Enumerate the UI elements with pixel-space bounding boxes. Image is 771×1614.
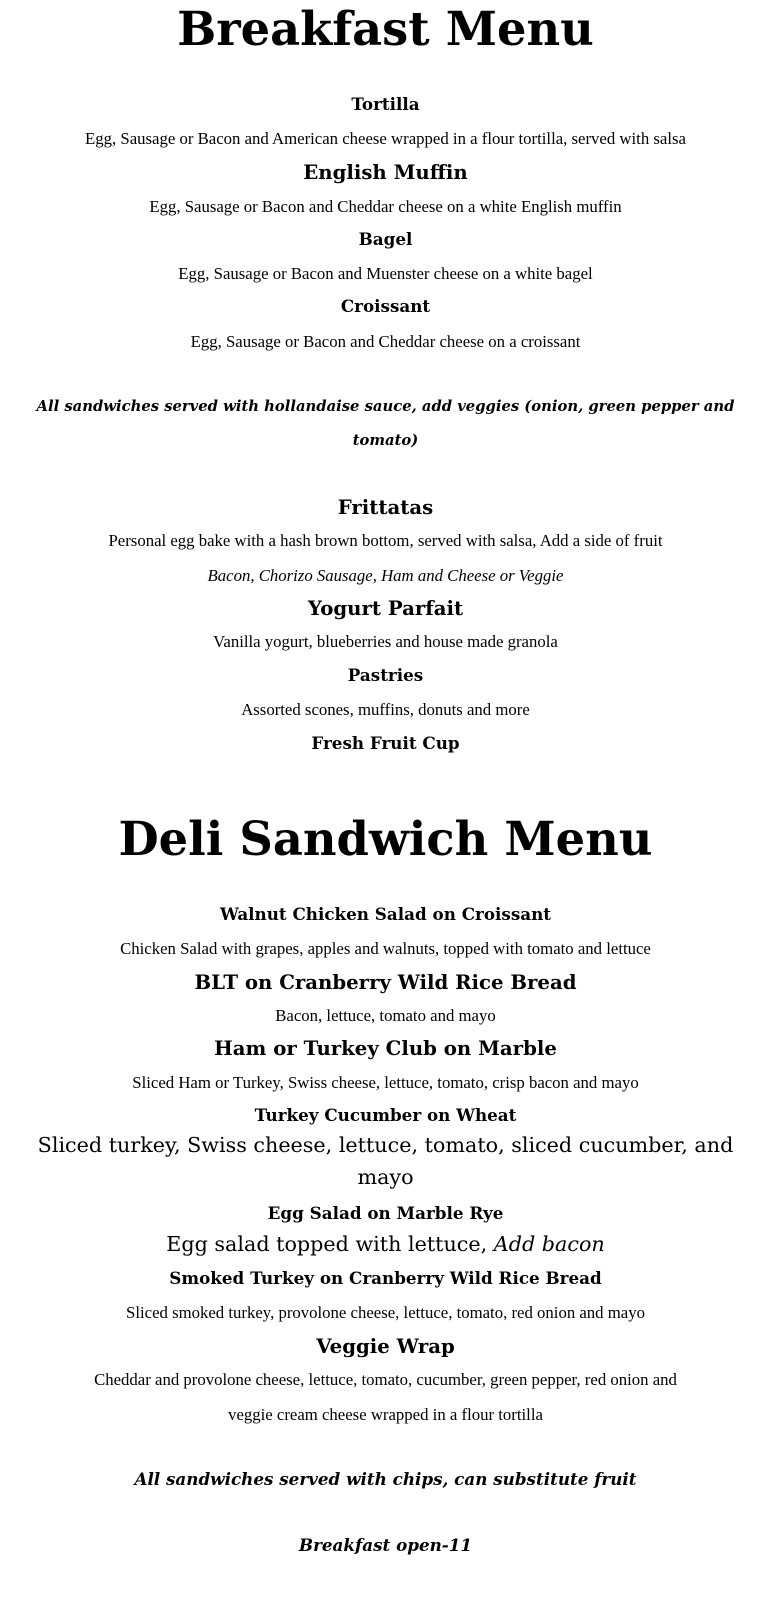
menu-item-name: Walnut Chicken Salad on Croissant	[219, 904, 552, 924]
menu-item-description: Sliced Ham or Turkey, Swiss cheese, lettuce, tomato, crisp bacon and mayo	[132, 1073, 639, 1092]
menu-item-description	[0, 1232, 771, 1256]
egg-salad-description: Egg salad topped with lettuce,	[166, 1232, 494, 1256]
menu-item-description: Chicken Salad with grapes, apples and walnuts, topped with tomato and lettuce	[120, 939, 651, 958]
menu-item-name: Tortilla	[351, 94, 420, 114]
menu-item-name: Frittatas	[337, 495, 434, 519]
menu-item-description: Egg, Sausage or Bacon and Muenster cheese on a white bagel	[178, 264, 593, 283]
menu-item-description-continued: mayo	[357, 1165, 414, 1189]
menu-item-name: BLT on Cranberry Wild Rice Bread	[194, 970, 577, 994]
deli-menu-title: Deli Sandwich Menu	[118, 812, 653, 866]
menu-item-description: Bacon, lettuce, tomato and mayo	[275, 1006, 496, 1025]
frittata-options: Bacon, Chorizo Sausage, Ham and Cheese or Veggie	[207, 566, 564, 585]
menu-item-description: Cheddar and provolone cheese, lettuce, tomato, cucumber, green pepper, red onion and	[94, 1370, 677, 1389]
menu-item-name: Yogurt Parfait	[307, 596, 464, 620]
breakfast-menu-title: Breakfast Menu	[177, 2, 594, 56]
menu-item-description-continued: veggie cream cheese wrapped in a flour tortilla	[228, 1405, 543, 1424]
menu-item-description: Sliced turkey, Swiss cheese, lettuce, tomato, sliced cucumber, and	[37, 1133, 734, 1157]
menu-item-description: Egg, Sausage or Bacon and American cheese wrapped in a flour tortilla, served with salsa	[85, 129, 686, 148]
menu-item-name: Egg Salad on Marble Rye	[267, 1203, 504, 1223]
hollandaise-note-continued: tomato)	[352, 432, 419, 449]
menu-item-name: Ham or Turkey Club on Marble	[214, 1036, 557, 1060]
menu-item-name: Turkey Cucumber on Wheat	[254, 1105, 517, 1125]
menu-item-name: English Muffin	[303, 160, 468, 184]
menu-item-description: Assorted scones, muffins, donuts and more	[241, 700, 530, 719]
add-bacon-option: Add bacon	[493, 1232, 605, 1256]
menu-item-description: Sliced smoked turkey, provolone cheese, lettuce, tomato, red onion and mayo	[126, 1303, 645, 1322]
menu-item-name: Croissant	[340, 296, 431, 316]
menu-item-description: Personal egg bake with a hash brown bottom, served with salsa, Add a side of fruit	[108, 531, 663, 550]
menu-item-name: Smoked Turkey on Cranberry Wild Rice Bread	[169, 1268, 602, 1288]
menu-item-name: Fresh Fruit Cup	[311, 733, 460, 753]
menu-item-name: Pastries	[347, 665, 424, 685]
menu-item-name: Veggie Wrap	[316, 1334, 455, 1358]
chips-note: All sandwiches served with chips, can substitute fruit	[134, 1469, 637, 1489]
hollandaise-note: All sandwiches served with hollandaise sauce, add veggies (onion, green pepper and	[36, 398, 735, 415]
menu-item-description: Vanilla yogurt, blueberries and house made granola	[213, 632, 558, 651]
hours-note: Breakfast open-11	[298, 1535, 473, 1555]
menu-item-name: Bagel	[358, 229, 413, 249]
menu-item-description: Egg, Sausage or Bacon and Cheddar cheese on a croissant	[190, 332, 581, 351]
menu-item-description: Egg, Sausage or Bacon and Cheddar cheese on a white English muffin	[149, 197, 622, 216]
